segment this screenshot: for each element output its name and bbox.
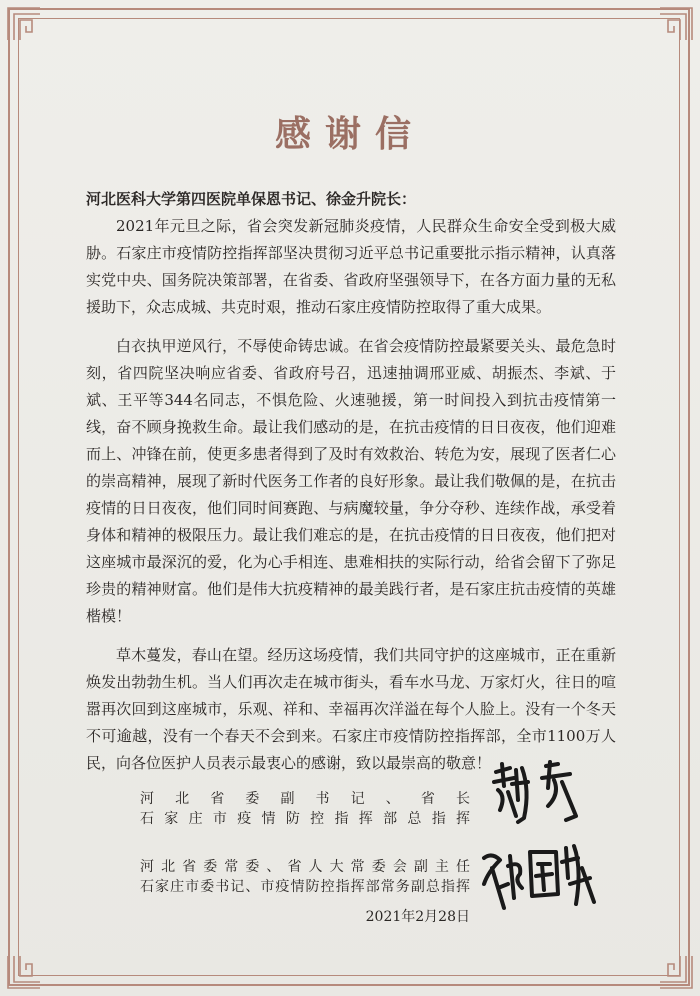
paragraph-1: 2021年元旦之际，省会突发新冠肺炎疫情，人民群众生命安全受到极大威胁。石家庄市疫情防控指挥部坚决贯彻习近平总书记重要批示指示精神，认真落实党中央、国务院决策部署，在省委、省政府坚强领导下，在各方面力量的无私援助下，众志成城、共克时艰，推动石家庄疫情防控取得了重大成果。 xyxy=(86,217,616,316)
signatory-2-line-1: 河北省委常委、省人大常委会副主任 xyxy=(140,859,470,875)
corner-ornament-icon xyxy=(4,952,44,992)
corner-ornament-icon xyxy=(656,952,696,992)
letter-date: 2021年2月28日 xyxy=(365,909,470,925)
letter-body xyxy=(86,186,616,777)
signatory-1-line-2: 石家庄市疫情防控指挥部总指挥 xyxy=(140,811,470,827)
handwritten-signature-2 xyxy=(478,838,598,918)
signatory-2-line-2: 石家庄市委书记、市疫情防控指挥部常务副总指挥 xyxy=(140,879,470,895)
corner-ornament-icon xyxy=(656,4,696,44)
paragraph-3: 草木蔓发，春山在望。经历这场疫情，我们共同守护的这座城市，正在重新焕发出勃勃生机。当人们再次走在城市街头，看车水马龙、万家灯火，往日的喧嚣再次回到这座城市，乐观、祥和、幸福再次洋溢在每个人脸上。没有一个冬天不可逾越，没有一个春天不会到来。石家庄市疫情防控指挥部，全市1100万人民，向各位医护人员表示最衷心的感谢，致以最崇高的敬意！ xyxy=(86,646,616,772)
signatory-1-line-1: 河北省委副书记、省长 xyxy=(140,791,470,807)
signatory-2-title xyxy=(140,857,470,897)
letter-title: 感谢信 xyxy=(274,113,425,155)
signatory-1-title xyxy=(140,789,470,829)
handwritten-signature-1 xyxy=(488,760,588,830)
corner-ornament-icon xyxy=(4,4,44,44)
salutation: 河北医科大学第四医院单保恩书记、徐金升院长： xyxy=(86,190,417,208)
paragraph-2: 白衣执甲逆风行，不辱使命铸忠诚。在省会疫情防控最紧要关头、最危急时刻，省四院坚决响应省委、省政府号召，迅速抽调邢亚威、胡振杰、李斌、于斌、王平等344名同志，不惧危险、火速驰援，第一时间投入到抗击疫情第一线，奋不顾身挽救生命。最让我们感动的是，在抗击疫情的日日夜夜，他们迎难而上、冲锋在前，使更多患者得到了及时有效救治、转危为安，展现了医者仁心的崇高精神，展现了新时代医务工作者的良好形象。最让我们敬佩的是，在抗击疫情的日日夜夜，他们同时间赛跑、与病魔较量，争分夺秒、连续作战，承受着身体和精神的极限压力。最让我们难忘的是，在抗击疫情的日日夜夜，他们把对这座城市最深沉的爱，化为心手相连、患难相扶的实际行动，给省会留下了弥足珍贵的精神财富。他们是伟大抗疫精神的最美践行者，是石家庄抗击疫情的英雄楷模！ xyxy=(86,337,616,625)
